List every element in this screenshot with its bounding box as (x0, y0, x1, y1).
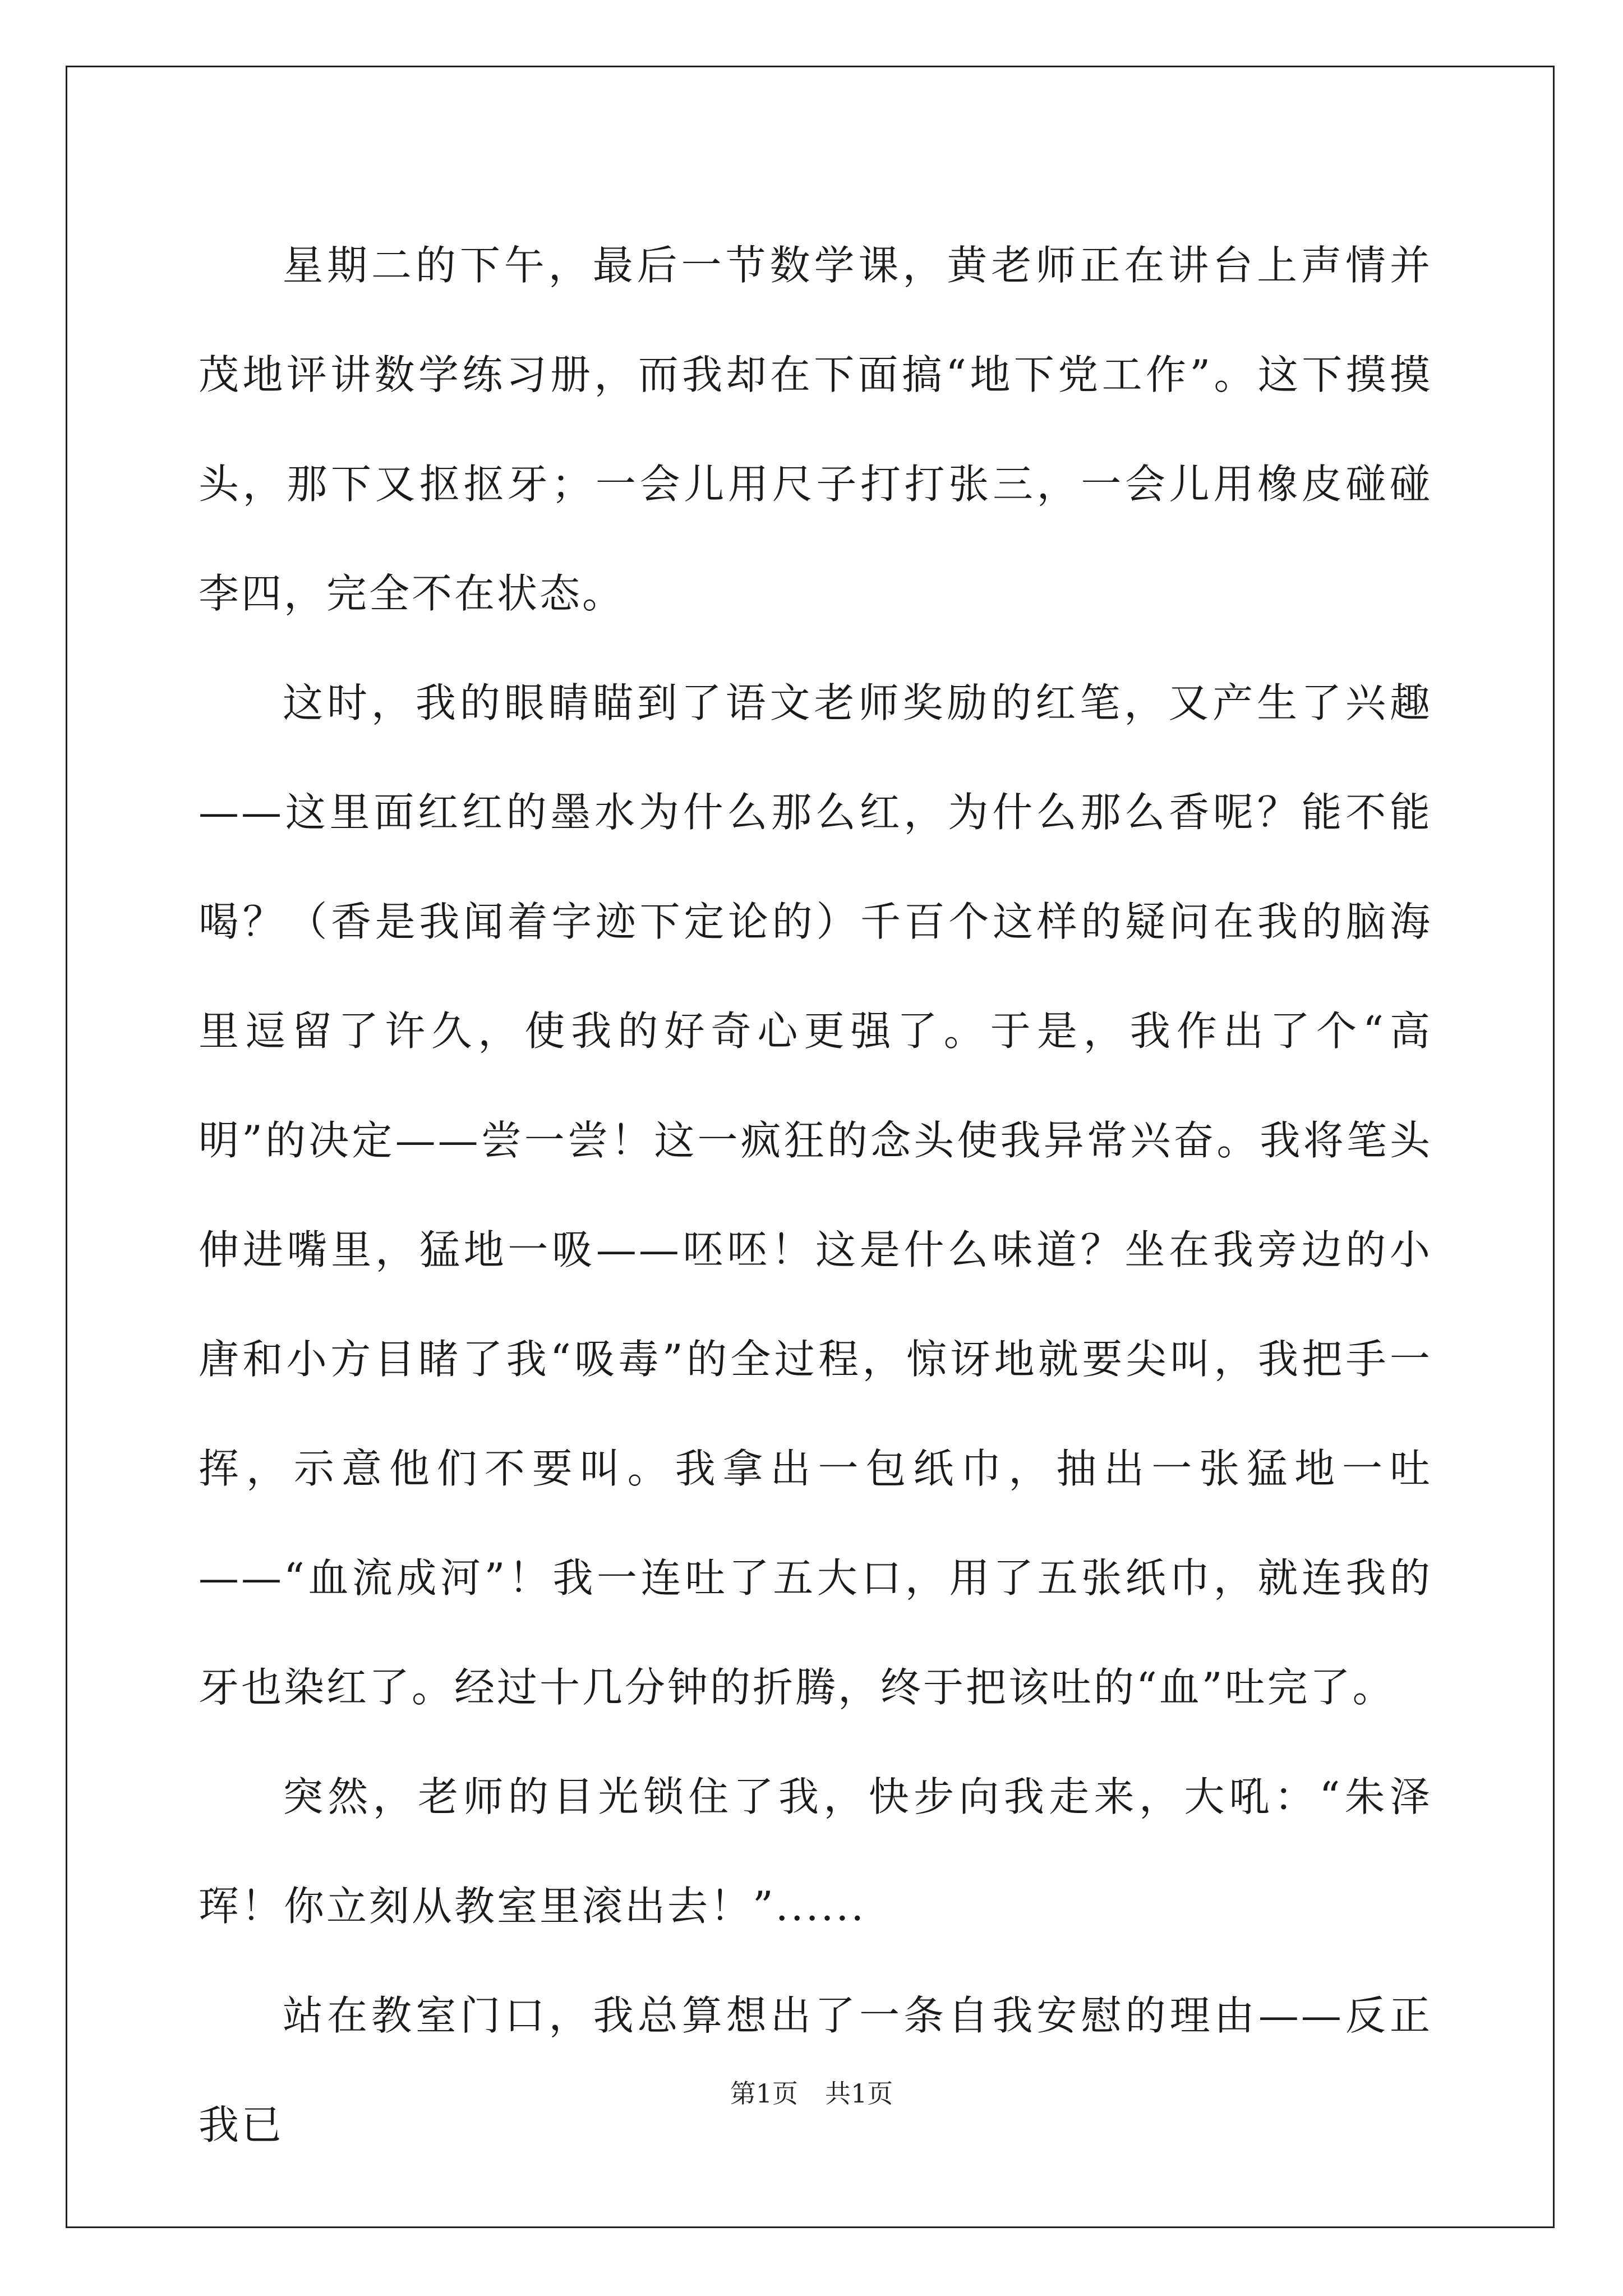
page-number-current: 第1页 (730, 2078, 798, 2109)
document-body (199, 211, 1432, 2180)
paragraph-3: 突然，老师的目光锁住了我，快步向我走来，大吼：“朱泽珲！你立刻从教室里滚出去！”...... (199, 1773, 1432, 1930)
paragraph-2: 这时，我的眼睛瞄到了语文老师奖励的红笔，又产生了兴趣——这里面红红的墨水为什么那么红，为什么那么香呢？能不能喝？（香是我闻着字迹下定论的）千百个这样的疑问在我的脑海里逗留了许久，使我的好奇心更强了。于是，我作出了个“高明”的决定——尝一尝！这一疯狂的念头使我异常兴奋。我将笔头伸进嘴里，猛地一吸——呸呸！这是什么味道？坐在我旁边的小唐和小方目睹了我“吸毒”的全过程，惊讶地就要尖叫，我把手一挥，示意他们不要叫。我拿出一包纸巾，抽出一张猛地一吐——“血流成河”！我一连吐了五大口，用了五张纸巾，就连我的牙也染红了。经过十几分钟的折腾，终于把该吐的“血”吐完了。 (199, 679, 1432, 1711)
page-number-total: 共1页 (825, 2078, 893, 2109)
paragraph-4: 站在教室门口，我总算想出了一条自我安慰的理由——反正我已 (199, 1992, 1432, 2148)
paragraph-1: 星期二的下午，最后一节数学课，黄老师正在讲台上声情并茂地评讲数学练习册，而我却在下面搞“地下党工作”。这下摸摸头，那下又抠抠牙；一会儿用尺子打打张三，一会儿用橡皮碰碰李四，完全不在状态。 (199, 242, 1432, 617)
page-footer (0, 2077, 1623, 2110)
